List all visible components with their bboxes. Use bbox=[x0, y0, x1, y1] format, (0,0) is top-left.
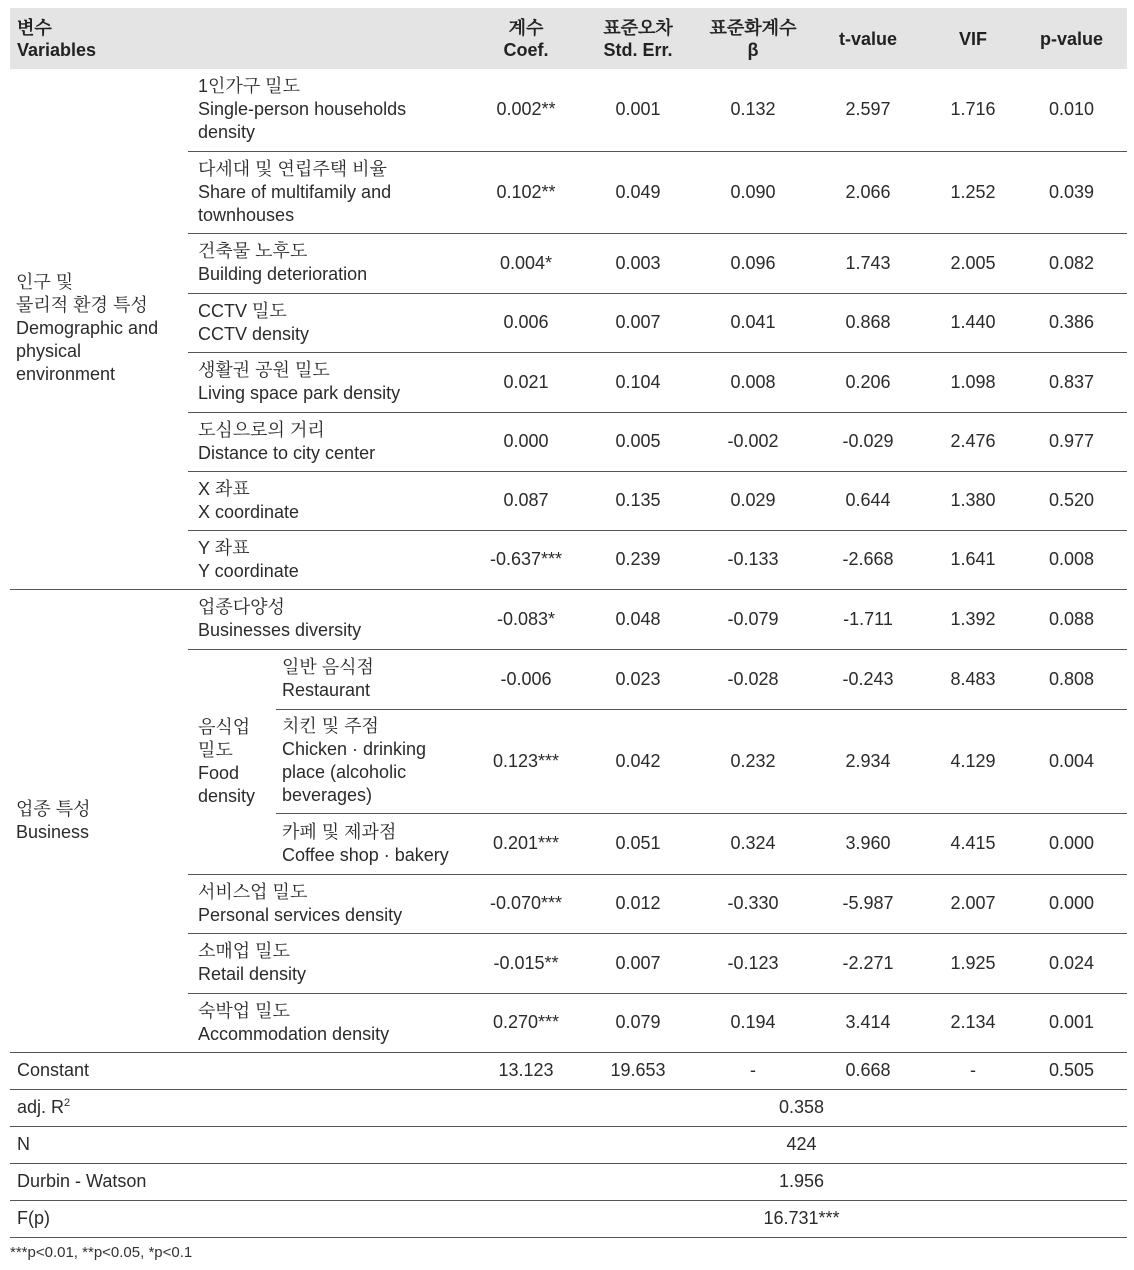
f-row bbox=[10, 1200, 1127, 1237]
cell-se: 0.135 bbox=[576, 471, 700, 530]
variable-cell bbox=[276, 649, 476, 709]
cell-p: 0.008 bbox=[1016, 530, 1127, 589]
cell-coef: 0.002** bbox=[476, 69, 576, 151]
n-row-value: 424 bbox=[476, 1126, 1127, 1163]
cell-coef: 0.004* bbox=[476, 233, 576, 293]
cell-t: 0.868 bbox=[806, 293, 930, 352]
text-line: Demographic and bbox=[16, 318, 159, 339]
variable-cell bbox=[276, 813, 476, 874]
cell-se: 0.012 bbox=[576, 874, 700, 933]
cell-beta: -0.079 bbox=[700, 589, 806, 649]
text-line: 음식업 bbox=[198, 716, 251, 737]
cell-vif: - bbox=[930, 1052, 1016, 1089]
variable-name-en: townhouses bbox=[198, 204, 295, 225]
variable-cell bbox=[188, 874, 476, 933]
cell-coef: 0.021 bbox=[476, 352, 576, 412]
variable-name-en: Retail density bbox=[198, 964, 307, 984]
cell-p: 0.808 bbox=[1016, 649, 1127, 709]
variable-name-en: beverages) bbox=[282, 785, 373, 805]
variable-cell bbox=[188, 589, 476, 649]
variable-name-en: Share of multifamily and bbox=[198, 181, 392, 202]
durbin-watson-row-label-text: Durbin - Watson bbox=[17, 1171, 147, 1191]
variable-cell bbox=[188, 233, 476, 293]
cell-beta: 0.041 bbox=[700, 293, 806, 352]
cell-t: -5.987 bbox=[806, 874, 930, 933]
cell-beta: -0.133 bbox=[700, 530, 806, 589]
adj-r2-row-label-text: adj. R bbox=[17, 1097, 65, 1117]
cell-beta: 0.132 bbox=[700, 69, 806, 151]
header-coef: 계수 Coef. bbox=[476, 8, 576, 69]
cell-t: 0.668 bbox=[806, 1052, 930, 1089]
variable-cell bbox=[188, 293, 476, 352]
variable-name-ko: 생활권 공원 밀도 bbox=[198, 360, 330, 380]
variable-name-ko: Y 좌표 bbox=[198, 537, 250, 558]
cell-vif: 4.415 bbox=[930, 813, 1016, 874]
variable-name-ko: 1인가구 밀도 bbox=[198, 76, 300, 97]
text-line: 업종 특성 bbox=[16, 798, 91, 819]
header-variables-en: Variables bbox=[17, 39, 97, 60]
text-line: density bbox=[198, 785, 256, 806]
adj-r2-row bbox=[10, 1089, 1127, 1126]
variable-cell bbox=[276, 709, 476, 813]
header-std-err: 표준오차 Std. Err. bbox=[576, 8, 700, 69]
f-row-value: 16.731*** bbox=[476, 1200, 1127, 1237]
cell-se: 0.007 bbox=[576, 293, 700, 352]
cell-vif: 8.483 bbox=[930, 649, 1016, 709]
cell-coef: 0.123*** bbox=[476, 709, 576, 813]
variable-name-en: Building deterioration bbox=[198, 264, 368, 284]
cell-beta: -0.123 bbox=[700, 933, 806, 993]
cell-vif: 1.380 bbox=[930, 471, 1016, 530]
variable-name-en: Businesses diversity bbox=[198, 620, 362, 640]
cell-p: 0.977 bbox=[1016, 412, 1127, 471]
variable-name-ko: 카페 및 제과점 bbox=[282, 821, 397, 842]
variable-name-en: Personal services density bbox=[198, 904, 403, 925]
cell-p: 0.024 bbox=[1016, 933, 1127, 993]
variable-cell bbox=[188, 471, 476, 530]
header-variables-ko: 변수 bbox=[17, 17, 52, 38]
variable-cell bbox=[188, 69, 476, 151]
group-food-density bbox=[188, 649, 276, 874]
cell-t: 1.743 bbox=[806, 233, 930, 293]
cell-t: -2.271 bbox=[806, 933, 930, 993]
variable-name-ko: 치킨 및 주점 bbox=[282, 716, 379, 736]
variable-name-en: Distance to city center bbox=[198, 442, 376, 463]
cell-p: 0.505 bbox=[1016, 1052, 1127, 1089]
text-line: Food bbox=[198, 762, 240, 783]
variable-name-en: place (alcoholic bbox=[282, 762, 407, 782]
cell-vif: 2.005 bbox=[930, 233, 1016, 293]
cell-coef: 13.123 bbox=[476, 1052, 576, 1089]
text-line: 물리적 환경 특성 bbox=[16, 295, 148, 316]
variable-cell bbox=[188, 412, 476, 471]
cell-coef: 0.270*** bbox=[476, 993, 576, 1052]
cell-p: 0.386 bbox=[1016, 293, 1127, 352]
cell-se: 0.001 bbox=[576, 69, 700, 151]
group-demographic bbox=[10, 69, 188, 589]
text-line: physical bbox=[16, 341, 82, 362]
n-row-label-text: N bbox=[17, 1134, 30, 1154]
cell-se: 0.051 bbox=[576, 813, 700, 874]
cell-vif: 1.392 bbox=[930, 589, 1016, 649]
cell-coef: -0.015** bbox=[476, 933, 576, 993]
cell-p: 0.039 bbox=[1016, 151, 1127, 233]
cell-vif: 1.098 bbox=[930, 352, 1016, 412]
variable-name-en: Accommodation density bbox=[198, 1023, 390, 1044]
cell-coef: -0.006 bbox=[476, 649, 576, 709]
cell-se: 0.023 bbox=[576, 649, 700, 709]
cell-se: 0.048 bbox=[576, 589, 700, 649]
cell-coef: 0.201*** bbox=[476, 813, 576, 874]
variable-name-en: Chicken · drinking bbox=[282, 739, 427, 759]
variable-name-ko: 다세대 및 연립주택 비율 bbox=[198, 158, 387, 179]
cell-se: 0.049 bbox=[576, 151, 700, 233]
cell-vif: 4.129 bbox=[930, 709, 1016, 813]
cell-se: 0.079 bbox=[576, 993, 700, 1052]
cell-p: 0.000 bbox=[1016, 874, 1127, 933]
cell-coef: 0.087 bbox=[476, 471, 576, 530]
variable-name-ko: 소매업 밀도 bbox=[198, 941, 290, 961]
cell-p: 0.520 bbox=[1016, 471, 1127, 530]
regression-table-wrapper bbox=[10, 8, 1127, 1238]
significance-note: ***p<0.01, **p<0.05, *p<0.1 bbox=[10, 1244, 193, 1261]
cell-p: 0.088 bbox=[1016, 589, 1127, 649]
cell-t: 2.934 bbox=[806, 709, 930, 813]
cell-beta: 0.232 bbox=[700, 709, 806, 813]
n-row-label bbox=[10, 1126, 476, 1163]
cell-t: 3.960 bbox=[806, 813, 930, 874]
cell-beta: - bbox=[700, 1052, 806, 1089]
cell-vif: 1.716 bbox=[930, 69, 1016, 151]
cell-beta: 0.324 bbox=[700, 813, 806, 874]
cell-p: 0.004 bbox=[1016, 709, 1127, 813]
cell-t: -2.668 bbox=[806, 530, 930, 589]
cell-vif: 1.641 bbox=[930, 530, 1016, 589]
variable-name-en: Living space park density bbox=[198, 383, 401, 403]
cell-beta: -0.330 bbox=[700, 874, 806, 933]
cell-vif: 2.476 bbox=[930, 412, 1016, 471]
variable-name-ko: 서비스업 밀도 bbox=[198, 881, 308, 902]
cell-se: 0.007 bbox=[576, 933, 700, 993]
variable-cell bbox=[188, 993, 476, 1052]
cell-t: 3.414 bbox=[806, 993, 930, 1052]
cell-p: 0.837 bbox=[1016, 352, 1127, 412]
table-header-row bbox=[10, 8, 1127, 69]
adj-r2-row-value: 0.358 bbox=[476, 1089, 1127, 1126]
text-line: Business bbox=[16, 821, 90, 842]
n-row bbox=[10, 1126, 1127, 1163]
text-line: environment bbox=[16, 364, 116, 385]
cell-beta: 0.194 bbox=[700, 993, 806, 1052]
cell-beta: -0.028 bbox=[700, 649, 806, 709]
constant-row bbox=[10, 1052, 1127, 1089]
durbin-watson-row-label bbox=[10, 1163, 476, 1200]
cell-coef: -0.070*** bbox=[476, 874, 576, 933]
durbin-watson-row bbox=[10, 1163, 1127, 1200]
cell-se: 0.239 bbox=[576, 530, 700, 589]
f-row-label bbox=[10, 1200, 476, 1237]
variable-name-ko: 숙박업 밀도 bbox=[198, 1000, 290, 1021]
cell-t: 0.644 bbox=[806, 471, 930, 530]
cell-p: 0.000 bbox=[1016, 813, 1127, 874]
cell-coef: -0.083* bbox=[476, 589, 576, 649]
variable-cell bbox=[188, 352, 476, 412]
variable-name-en: Coffee shop · bakery bbox=[282, 844, 449, 865]
constant-label: Constant bbox=[10, 1052, 476, 1089]
cell-t: 2.066 bbox=[806, 151, 930, 233]
variable-name-ko: 일반 음식점 bbox=[282, 657, 374, 677]
cell-vif: 2.007 bbox=[930, 874, 1016, 933]
header-variables bbox=[10, 8, 476, 69]
cell-beta: 0.090 bbox=[700, 151, 806, 233]
cell-vif: 1.252 bbox=[930, 151, 1016, 233]
variable-name-ko: 업종다양성 bbox=[198, 597, 285, 617]
table-body bbox=[10, 69, 1127, 1237]
f-row-label-text: F(p) bbox=[17, 1208, 50, 1228]
cell-p: 0.010 bbox=[1016, 69, 1127, 151]
regression-table bbox=[10, 8, 1127, 1238]
variable-name-en: density bbox=[198, 122, 256, 143]
cell-vif: 1.440 bbox=[930, 293, 1016, 352]
cell-vif: 1.925 bbox=[930, 933, 1016, 993]
cell-beta: 0.029 bbox=[700, 471, 806, 530]
table-row bbox=[10, 589, 1127, 649]
durbin-watson-row-value: 1.956 bbox=[476, 1163, 1127, 1200]
variable-cell bbox=[188, 933, 476, 993]
cell-coef: -0.637*** bbox=[476, 530, 576, 589]
variable-cell bbox=[188, 530, 476, 589]
table-row bbox=[10, 69, 1127, 151]
group-business bbox=[10, 589, 188, 1052]
variable-name-ko: CCTV 밀도 bbox=[198, 300, 287, 321]
cell-coef: 0.000 bbox=[476, 412, 576, 471]
adj-r2-row-label-sup: 2 bbox=[64, 1097, 71, 1109]
cell-beta: -0.002 bbox=[700, 412, 806, 471]
variable-name-en: X coordinate bbox=[198, 501, 300, 522]
header-beta: 표준화계수 β bbox=[700, 8, 806, 69]
cell-t: 2.597 bbox=[806, 69, 930, 151]
text-line: 밀도 bbox=[198, 739, 233, 760]
cell-t: -0.029 bbox=[806, 412, 930, 471]
cell-se: 19.653 bbox=[576, 1052, 700, 1089]
adj-r2-row-label bbox=[10, 1089, 476, 1126]
variable-name-ko: X 좌표 bbox=[198, 478, 250, 499]
cell-coef: 0.006 bbox=[476, 293, 576, 352]
text-line: 인구 및 bbox=[16, 272, 74, 293]
cell-t: 0.206 bbox=[806, 352, 930, 412]
variable-name-ko: 건축물 노후도 bbox=[198, 241, 308, 261]
cell-coef: 0.102** bbox=[476, 151, 576, 233]
cell-p: 0.082 bbox=[1016, 233, 1127, 293]
cell-t: -0.243 bbox=[806, 649, 930, 709]
variable-name-ko: 도심으로의 거리 bbox=[198, 419, 325, 440]
variable-name-en: CCTV density bbox=[198, 323, 310, 344]
variable-name-en: Y coordinate bbox=[198, 560, 299, 581]
variable-cell bbox=[188, 151, 476, 233]
variable-name-en: Single-person households bbox=[198, 99, 407, 120]
cell-se: 0.042 bbox=[576, 709, 700, 813]
cell-p: 0.001 bbox=[1016, 993, 1127, 1052]
cell-t: -1.711 bbox=[806, 589, 930, 649]
cell-se: 0.003 bbox=[576, 233, 700, 293]
header-p-value: p-value bbox=[1016, 8, 1127, 69]
header-t-value: t-value bbox=[806, 8, 930, 69]
header-vif: VIF bbox=[930, 8, 1016, 69]
variable-name-en: Restaurant bbox=[282, 680, 371, 700]
cell-vif: 2.134 bbox=[930, 993, 1016, 1052]
cell-se: 0.005 bbox=[576, 412, 700, 471]
cell-se: 0.104 bbox=[576, 352, 700, 412]
cell-beta: 0.096 bbox=[700, 233, 806, 293]
cell-beta: 0.008 bbox=[700, 352, 806, 412]
